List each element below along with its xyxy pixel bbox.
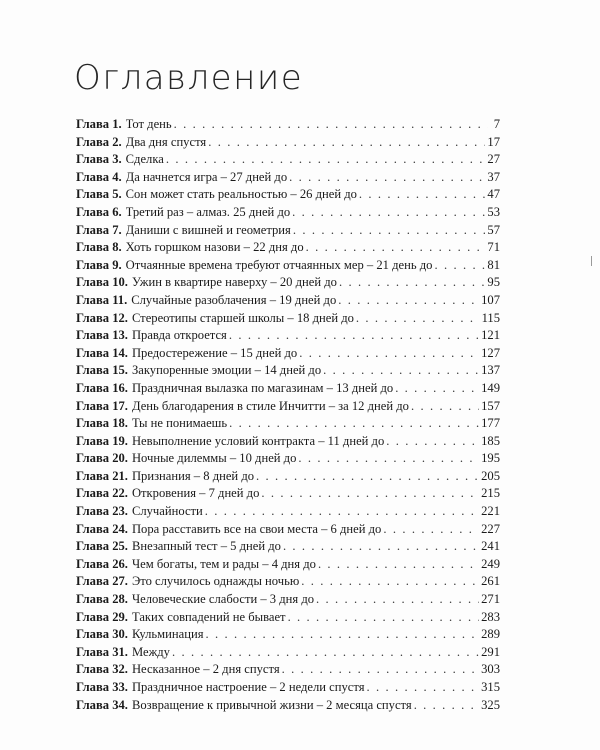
toc-entry[interactable]: [76, 310, 500, 328]
page-number: 325: [481, 697, 500, 712]
dot-leader: [282, 661, 479, 679]
chapter-title: Ты не понимаешь: [131, 416, 228, 431]
dot-leader: [174, 116, 488, 134]
toc-entry[interactable]: [76, 327, 500, 345]
toc-entry[interactable]: [76, 450, 500, 468]
chapter-label: Глава 11.: [76, 292, 128, 307]
chapter-label: Глава 26.: [76, 556, 128, 571]
page-number: 81: [487, 257, 500, 272]
chapter-title: Случайности: [131, 504, 203, 519]
chapter-label: Глава 4.: [76, 169, 122, 184]
chapter-label: Глава 30.: [76, 627, 128, 642]
page-number: 195: [481, 451, 500, 466]
page-number: 17: [487, 134, 500, 149]
dot-leader: [205, 503, 479, 521]
page-number: 205: [481, 468, 500, 483]
dot-leader: [323, 362, 479, 380]
toc-entry[interactable]: [76, 591, 500, 609]
dot-leader: [359, 186, 485, 204]
chapter-title: Даниши с вишней и геометрия: [125, 222, 291, 237]
dot-leader: [318, 556, 479, 574]
toc-entry[interactable]: [76, 186, 500, 204]
dot-leader: [383, 521, 479, 539]
toc-entry[interactable]: [76, 697, 500, 715]
dot-leader: [338, 292, 479, 310]
toc-entry[interactable]: [76, 468, 500, 486]
toc-entry[interactable]: [76, 116, 500, 134]
chapter-title: Праздничное настроение – 2 недели спустя: [131, 680, 365, 694]
page-number: 47: [487, 187, 500, 202]
toc-entry[interactable]: [76, 538, 500, 556]
table-of-contents: [76, 116, 500, 714]
toc-entry[interactable]: [76, 485, 500, 503]
toc-entry[interactable]: [76, 679, 500, 697]
page-number: 241: [481, 539, 500, 554]
page-number: 185: [481, 433, 500, 448]
chapter-title: Да начнется игра – 27 дней до: [125, 169, 288, 184]
dot-leader: [414, 697, 479, 715]
chapter-title: Таких совпадений не бывает: [131, 609, 286, 624]
chapter-title: Два дня спустя: [125, 134, 207, 149]
page-number: 115: [481, 310, 500, 325]
chapter-title: Праздничная вылазка по магазинам – 13 дней до: [131, 380, 394, 395]
dot-leader: [293, 222, 486, 240]
chapter-title: Внезапный тест – 5 дней до: [131, 539, 281, 554]
chapter-label: Глава 28.: [76, 592, 128, 607]
page-number: 289: [481, 627, 500, 642]
toc-entry[interactable]: [76, 257, 500, 275]
chapter-label: Глава 29.: [76, 609, 128, 624]
chapter-title: Признания – 8 дней до: [131, 468, 255, 483]
toc-entry[interactable]: [76, 661, 500, 679]
dot-leader: [289, 169, 485, 187]
toc-entry[interactable]: [76, 362, 500, 380]
chapter-title: Предостережение – 15 дней до: [131, 345, 298, 360]
toc-entry[interactable]: [76, 151, 500, 169]
page-title: Оглавление: [74, 58, 304, 98]
toc-entry[interactable]: [76, 222, 500, 240]
dot-leader: [283, 538, 479, 556]
dot-leader: [172, 644, 479, 662]
dot-leader: [367, 679, 480, 697]
chapter-label: Глава 34.: [76, 697, 128, 712]
page-number: 221: [481, 504, 500, 519]
chapter-label: Глава 31.: [76, 644, 128, 659]
page-number: 137: [481, 363, 500, 378]
chapter-label: Глава 14.: [76, 345, 128, 360]
toc-entry[interactable]: [76, 398, 500, 416]
page-number: 107: [481, 292, 500, 307]
dot-leader: [395, 380, 479, 398]
page-number: 71: [487, 240, 500, 255]
chapter-label: Глава 8.: [76, 240, 122, 255]
toc-entry[interactable]: [76, 169, 500, 187]
page-number: 215: [481, 486, 500, 501]
chapter-label: Глава 15.: [76, 363, 128, 378]
chapter-label: Глава 33.: [76, 680, 128, 694]
chapter-label: Глава 5.: [76, 187, 122, 202]
chapter-label: Глава 12.: [76, 310, 128, 325]
page-edge-mark: [591, 256, 592, 266]
toc-entry[interactable]: [76, 274, 500, 292]
dot-leader: [256, 468, 479, 486]
toc-entry[interactable]: [76, 204, 500, 222]
chapter-title: День благодарения в стиле Инчитти – за 12 дней до: [131, 398, 409, 413]
chapter-title: Возвращение к привычной жизни – 2 месяца спустя: [131, 697, 412, 712]
dot-leader: [299, 345, 479, 363]
chapter-title: Закупоренные эмоции – 14 дней до: [131, 363, 322, 378]
chapter-label: Глава 32.: [76, 662, 128, 677]
chapter-title: Сделка: [125, 152, 164, 167]
chapter-title: Случайные разоблачения – 19 дней до: [131, 292, 337, 307]
chapter-title: Ужин в квартире наверху – 20 дней до: [131, 275, 337, 290]
dot-leader: [411, 398, 479, 416]
chapter-label: Глава 3.: [76, 152, 122, 167]
dot-leader: [229, 327, 479, 345]
chapter-label: Глава 21.: [76, 468, 128, 483]
page-number: 177: [481, 416, 500, 431]
chapter-title: Невыполнение условий контракта – 11 дней до: [131, 433, 385, 448]
toc-entry[interactable]: [76, 433, 500, 451]
page-number: 271: [481, 592, 500, 607]
dot-leader: [386, 433, 479, 451]
chapter-label: Глава 16.: [76, 380, 128, 395]
toc-entry[interactable]: [76, 644, 500, 662]
chapter-label: Глава 7.: [76, 222, 122, 237]
chapter-title: Сон может стать реальностью – 26 дней до: [125, 187, 357, 202]
chapter-title: Человеческие слабости – 3 дня до: [131, 592, 315, 607]
dot-leader: [261, 485, 479, 503]
chapter-title: Хоть горшком назови – 22 дня до: [125, 240, 304, 255]
toc-entry[interactable]: [76, 415, 500, 433]
page-number: 57: [487, 222, 500, 237]
page-number: 95: [487, 275, 500, 290]
dot-leader: [166, 151, 486, 169]
chapter-label: Глава 17.: [76, 398, 128, 413]
chapter-title: Тот день: [125, 117, 172, 131]
page-number: 127: [481, 345, 500, 360]
chapter-title: Кульминация: [131, 627, 204, 642]
chapter-title: Чем богаты, тем и рады – 4 дня до: [131, 556, 316, 571]
dot-leader: [306, 239, 486, 257]
page-number: 53: [487, 204, 500, 219]
chapter-title: Третий раз – алмаз. 25 дней до: [125, 204, 291, 219]
dot-leader: [206, 626, 480, 644]
dot-leader: [301, 573, 479, 591]
page-number: 249: [481, 556, 500, 571]
page-number: 37: [487, 169, 500, 184]
toc-entry[interactable]: [76, 345, 500, 363]
chapter-title: Ночные дилеммы – 10 дней до: [131, 451, 297, 466]
page-number: 27: [487, 152, 500, 167]
page-number: 261: [481, 574, 500, 589]
dot-leader: [298, 450, 479, 468]
chapter-label: Глава 20.: [76, 451, 128, 466]
toc-entry[interactable]: [76, 503, 500, 521]
dot-leader: [292, 204, 485, 222]
page-number: 149: [481, 380, 500, 395]
toc-entry[interactable]: [76, 380, 500, 398]
chapter-title: Откровения – 7 дней до: [131, 486, 260, 501]
chapter-label: Глава 10.: [76, 275, 128, 290]
page-number: 227: [481, 521, 500, 536]
toc-entry[interactable]: [76, 609, 500, 627]
dot-leader: [356, 310, 480, 328]
toc-entry[interactable]: [76, 292, 500, 310]
chapter-label: Глава 24.: [76, 521, 128, 536]
dot-leader: [434, 257, 485, 275]
chapter-title: Между: [131, 644, 170, 659]
chapter-label: Глава 19.: [76, 433, 128, 448]
toc-entry[interactable]: [76, 134, 500, 152]
page-number: 315: [481, 680, 500, 694]
page-number: 291: [481, 644, 500, 659]
chapter-title: Правда откроется: [131, 328, 227, 343]
dot-leader: [316, 591, 479, 609]
toc-entry[interactable]: [76, 626, 500, 644]
chapter-label: Глава 13.: [76, 328, 128, 343]
chapter-title: Несказанное – 2 дня спустя: [131, 662, 280, 677]
chapter-label: Глава 22.: [76, 486, 128, 501]
chapter-label: Глава 6.: [76, 204, 122, 219]
page-number: 283: [481, 609, 500, 624]
chapter-title: Отчаянные времена требуют отчаянных мер – 21 день до: [125, 257, 433, 272]
dot-leader: [229, 415, 479, 433]
toc-entry[interactable]: [76, 573, 500, 591]
dot-leader: [208, 134, 485, 152]
chapter-title: Стереотипы старшей школы – 18 дней до: [131, 310, 354, 325]
chapter-label: Глава 1.: [76, 117, 122, 131]
page-number: 7: [493, 117, 500, 131]
toc-entry[interactable]: [76, 521, 500, 539]
page-number: 303: [481, 662, 500, 677]
dot-leader: [288, 609, 480, 627]
chapter-label: Глава 18.: [76, 416, 128, 431]
chapter-label: Глава 27.: [76, 574, 128, 589]
dot-leader: [339, 274, 485, 292]
page-number: 157: [481, 398, 500, 413]
toc-entry[interactable]: [76, 556, 500, 574]
chapter-title: Это случилось однажды ночью: [131, 574, 300, 589]
chapter-label: Глава 23.: [76, 504, 128, 519]
page-number: 121: [481, 328, 500, 343]
toc-entry[interactable]: [76, 239, 500, 257]
chapter-label: Глава 9.: [76, 257, 122, 272]
chapter-title: Пора расставить все на свои места – 6 дней до: [131, 521, 382, 536]
chapter-label: Глава 25.: [76, 539, 128, 554]
chapter-label: Глава 2.: [76, 134, 122, 149]
